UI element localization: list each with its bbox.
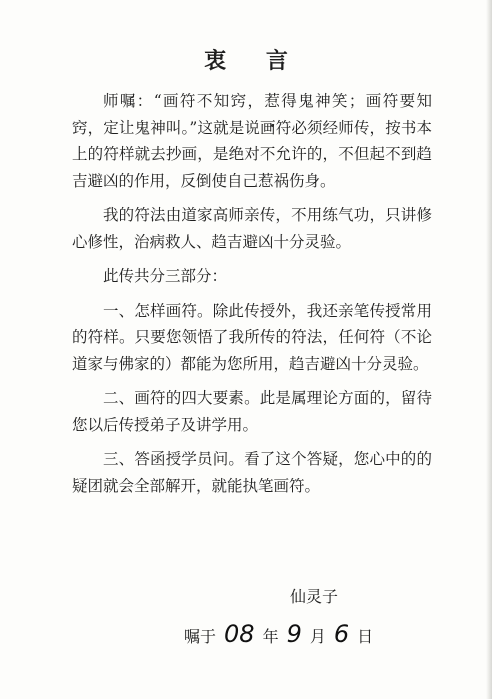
paragraph-part-one: 一、怎样画符。除此传授外，我还亲笔传授常用的符样。只要您领悟了我所传的符法，任何符（不论道家与佛家的）都能为您所用，趋吉避凶十分灵验。 (72, 301, 432, 373)
paragraph-method: 我的符法由道家高师亲传，不用练气功，只讲修心修性，治病救人、趋吉避凶十分灵验。 (72, 206, 432, 251)
date-day-handwritten: 6 (333, 620, 350, 648)
date-year-handwritten: 08 (224, 620, 255, 648)
date-month-handwritten: 9 (286, 620, 302, 648)
paragraph-part-two: 二、画符的四大要素。此是属理论方面的，留待您以后传授弟子及讲学用。 (72, 389, 432, 434)
document-body (72, 88, 432, 507)
date-prefix: 嘱于 (184, 627, 217, 646)
date-month-unit: 月 (309, 627, 326, 646)
date-year-unit: 年 (262, 627, 279, 646)
paragraph-master-saying: 师嘱：“画符不知窍，惹得鬼神笑；画符要知窍，定让鬼神叫。”这就是说画符必须经师传，按书本上的符样就去抄画，是绝对不允许的，不但起不到趋吉避凶的作用，反倒使自己惹祸伤身。 (72, 92, 432, 190)
document-title: 衷 言 (204, 48, 304, 74)
date-day-unit: 日 (357, 627, 374, 646)
paragraph-parts-intro: 此传共分三部分： (103, 267, 228, 285)
paragraph-part-three: 三、答函授学员问。看了这个答疑，您心中的的疑团就会全部解开，就能执笔画符。 (72, 450, 432, 495)
signature: 仙灵子 (290, 587, 339, 606)
date-line (184, 620, 373, 648)
scan-edge-shadow (486, 0, 492, 699)
